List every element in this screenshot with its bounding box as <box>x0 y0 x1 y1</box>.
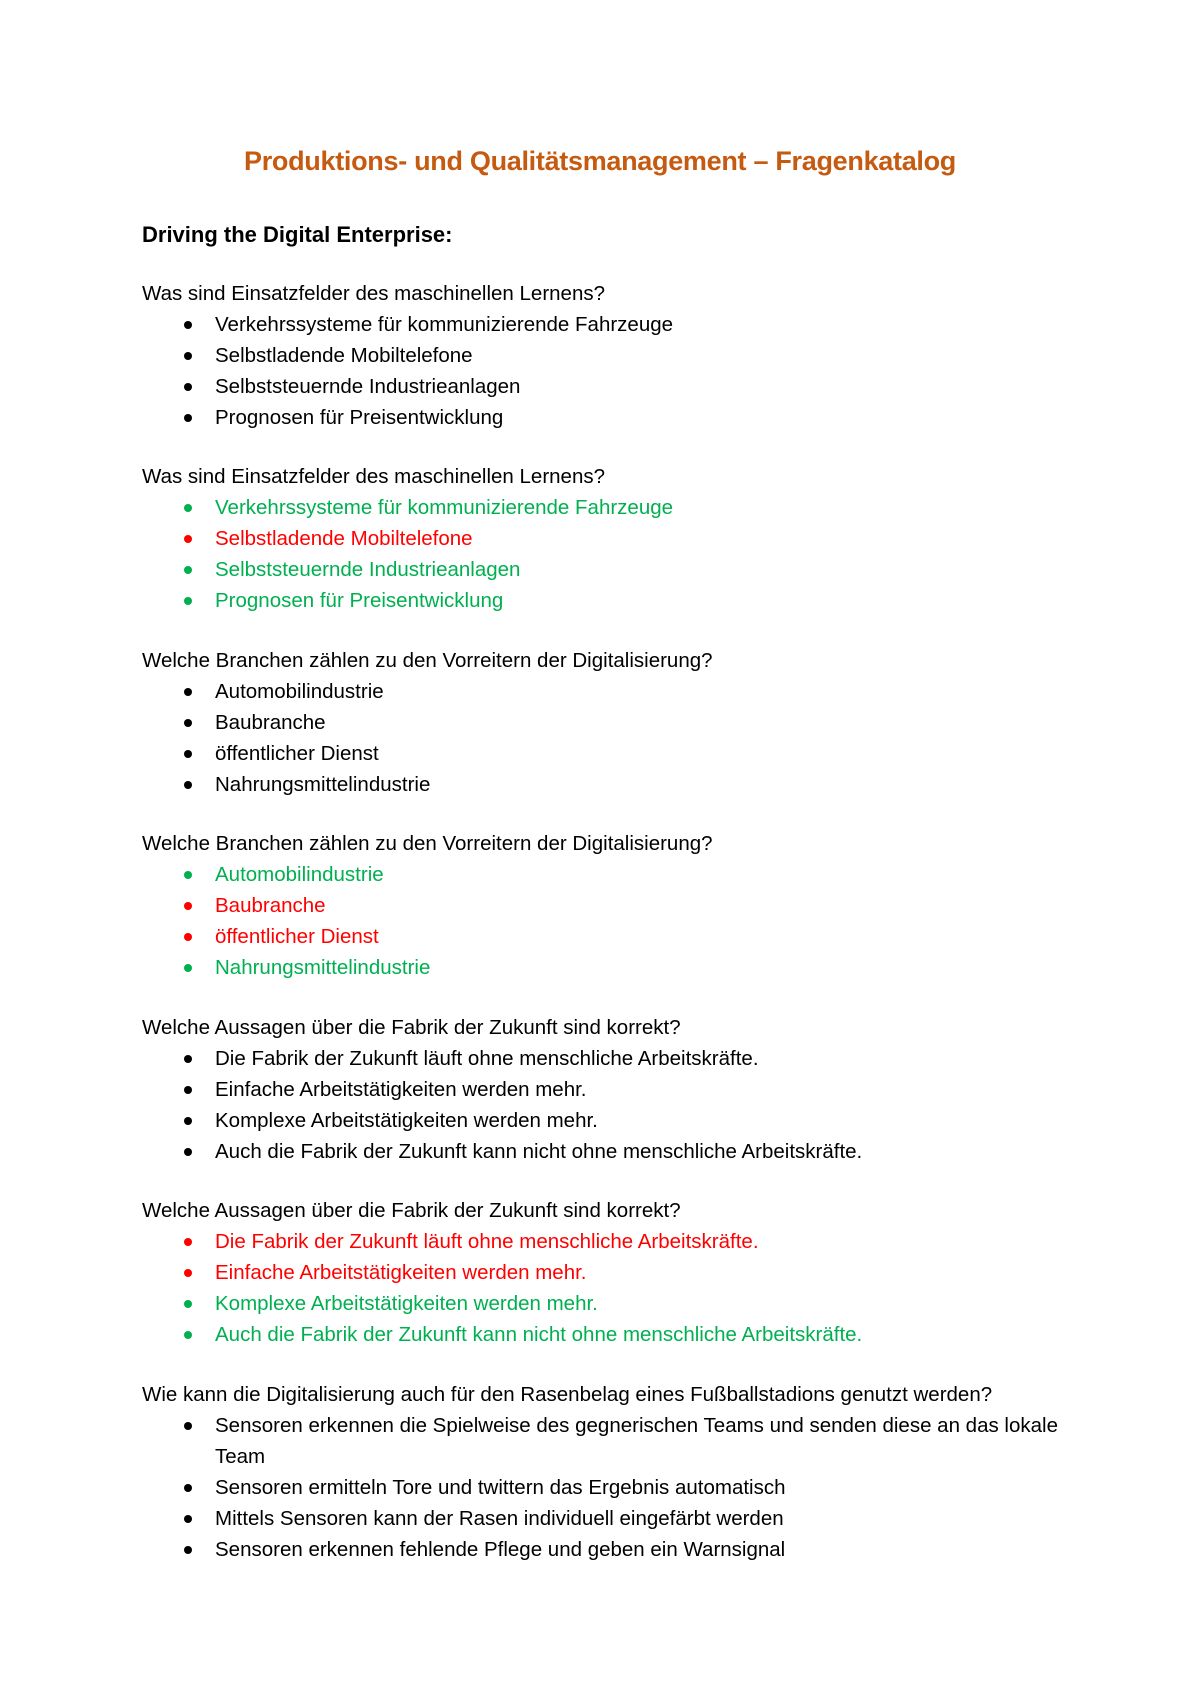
document-title: Produktions- und Qualitätsmanagement – Fragenkatalog <box>243 146 957 176</box>
bullet-icon <box>184 781 192 789</box>
answer-option <box>142 1410 1092 1472</box>
bullet-icon <box>184 383 192 391</box>
answer-text: Selbstladende Mobiltelefone <box>215 527 473 550</box>
answer-option <box>142 952 1092 983</box>
answer-text: Komplexe Arbeitstätigkeiten werden mehr. <box>215 1292 598 1315</box>
bullet-icon <box>184 1331 192 1339</box>
bullet-icon <box>184 566 192 574</box>
answer-option <box>142 1472 1092 1503</box>
answer-text: Die Fabrik der Zukunft läuft ohne menschliche Arbeitskräfte. <box>215 1230 759 1253</box>
answer-option <box>142 1043 1092 1074</box>
bullet-icon <box>184 1269 192 1277</box>
bullet-icon <box>184 902 192 910</box>
answer-text: öffentlicher Dienst <box>215 925 379 948</box>
answer-option <box>142 676 1092 707</box>
bullet-icon <box>184 1148 192 1156</box>
answer-option <box>142 921 1092 952</box>
answer-list <box>142 309 1092 433</box>
bullet-icon <box>184 504 192 512</box>
answer-text: Selbststeuernde Industrieanlagen <box>215 558 521 581</box>
answer-text: Selbststeuernde Industrieanlagen <box>215 375 521 398</box>
answer-option <box>142 1503 1092 1534</box>
answer-text: Sensoren erkennen die Spielweise des gegnerischen Teams und senden diese an das lokale Team <box>215 1414 1058 1468</box>
answer-text: Baubranche <box>215 894 326 917</box>
answer-text: öffentlicher Dienst <box>215 742 379 765</box>
answer-option <box>142 340 1092 371</box>
question-text: Welche Branchen zählen zu den Vorreitern der Digitalisierung? <box>142 832 713 855</box>
answer-option <box>142 738 1092 769</box>
answer-text: Auch die Fabrik der Zukunft kann nicht ohne menschliche Arbeitskräfte. <box>215 1323 863 1346</box>
bullet-icon <box>184 1515 192 1523</box>
bullet-icon <box>184 535 192 543</box>
answer-text: Mittels Sensoren kann der Rasen individuell eingefärbt werden <box>215 1507 784 1530</box>
bullet-icon <box>184 1086 192 1094</box>
bullet-icon <box>184 719 192 727</box>
question-block <box>142 278 1092 433</box>
answer-text: Einfache Arbeitstätigkeiten werden mehr. <box>215 1078 587 1101</box>
bullet-icon <box>184 871 192 879</box>
answer-option <box>142 554 1092 585</box>
question-block <box>142 1012 1092 1167</box>
answer-text: Auch die Fabrik der Zukunft kann nicht ohne menschliche Arbeitskräfte. <box>215 1140 863 1163</box>
answer-option <box>142 1257 1092 1288</box>
question-block <box>142 828 1092 983</box>
answer-text: Verkehrssysteme für kommunizierende Fahrzeuge <box>215 496 674 519</box>
answer-text: Komplexe Arbeitstätigkeiten werden mehr. <box>215 1109 598 1132</box>
answer-option <box>142 890 1092 921</box>
bullet-icon <box>184 1055 192 1063</box>
bullet-icon <box>184 352 192 360</box>
answer-text: Automobilindustrie <box>215 680 384 703</box>
answer-list <box>142 492 1092 616</box>
answer-text: Selbstladende Mobiltelefone <box>215 344 473 367</box>
answer-option <box>142 1288 1092 1319</box>
answer-option <box>142 707 1092 738</box>
question-text: Welche Aussagen über die Fabrik der Zukunft sind korrekt? <box>142 1199 681 1222</box>
answer-option <box>142 402 1092 433</box>
answer-option <box>142 523 1092 554</box>
bullet-icon <box>184 1422 192 1430</box>
bullet-icon <box>184 1546 192 1554</box>
answer-option <box>142 769 1092 800</box>
question-text: Welche Branchen zählen zu den Vorreitern der Digitalisierung? <box>142 649 713 672</box>
bullet-icon <box>184 1300 192 1308</box>
question-text: Welche Aussagen über die Fabrik der Zukunft sind korrekt? <box>142 1016 681 1039</box>
bullet-icon <box>184 1117 192 1125</box>
bullet-icon <box>184 933 192 941</box>
answer-option <box>142 1136 1092 1167</box>
question-block <box>142 1195 1092 1350</box>
answer-option <box>142 1105 1092 1136</box>
question-text: Was sind Einsatzfelder des maschinellen Lernens? <box>142 282 606 305</box>
question-block <box>142 461 1092 616</box>
answer-text: Sensoren erkennen fehlende Pflege und geben ein Warnsignal <box>215 1538 786 1561</box>
question-text: Was sind Einsatzfelder des maschinellen Lernens? <box>142 465 606 488</box>
bullet-icon <box>184 964 192 972</box>
answer-text: Prognosen für Preisentwicklung <box>215 589 504 612</box>
answer-option <box>142 1074 1092 1105</box>
answer-text: Einfache Arbeitstätigkeiten werden mehr. <box>215 1261 587 1284</box>
bullet-icon <box>184 1484 192 1492</box>
bullet-icon <box>184 321 192 329</box>
answer-text: Nahrungsmittelindustrie <box>215 956 431 979</box>
section-heading: Driving the Digital Enterprise: <box>142 222 453 247</box>
answer-option <box>142 371 1092 402</box>
question-block <box>142 1379 1092 1565</box>
answer-option <box>142 859 1092 890</box>
answer-text: Baubranche <box>215 711 326 734</box>
bullet-icon <box>184 414 192 422</box>
bullet-icon <box>184 597 192 605</box>
answer-option <box>142 1534 1092 1565</box>
answer-text: Prognosen für Preisentwicklung <box>215 406 504 429</box>
answer-list <box>142 1410 1092 1565</box>
answer-text: Die Fabrik der Zukunft läuft ohne menschliche Arbeitskräfte. <box>215 1047 759 1070</box>
answer-text: Automobilindustrie <box>215 863 384 886</box>
answer-list <box>142 1226 1092 1350</box>
question-text: Wie kann die Digitalisierung auch für den Rasenbelag eines Fußballstadions genutzt werden? <box>142 1383 993 1406</box>
bullet-icon <box>184 688 192 696</box>
bullet-icon <box>184 1238 192 1246</box>
answer-text: Verkehrssysteme für kommunizierende Fahrzeuge <box>215 313 674 336</box>
answer-option <box>142 309 1092 340</box>
answer-option <box>142 492 1092 523</box>
question-block <box>142 645 1092 800</box>
bullet-icon <box>184 750 192 758</box>
answer-list <box>142 676 1092 800</box>
answer-text: Nahrungsmittelindustrie <box>215 773 431 796</box>
answer-option <box>142 1226 1092 1257</box>
answer-list <box>142 859 1092 983</box>
answer-option <box>142 585 1092 616</box>
answer-option <box>142 1319 1092 1350</box>
answer-text: Sensoren ermitteln Tore und twittern das Ergebnis automatisch <box>215 1476 786 1499</box>
answer-list <box>142 1043 1092 1167</box>
